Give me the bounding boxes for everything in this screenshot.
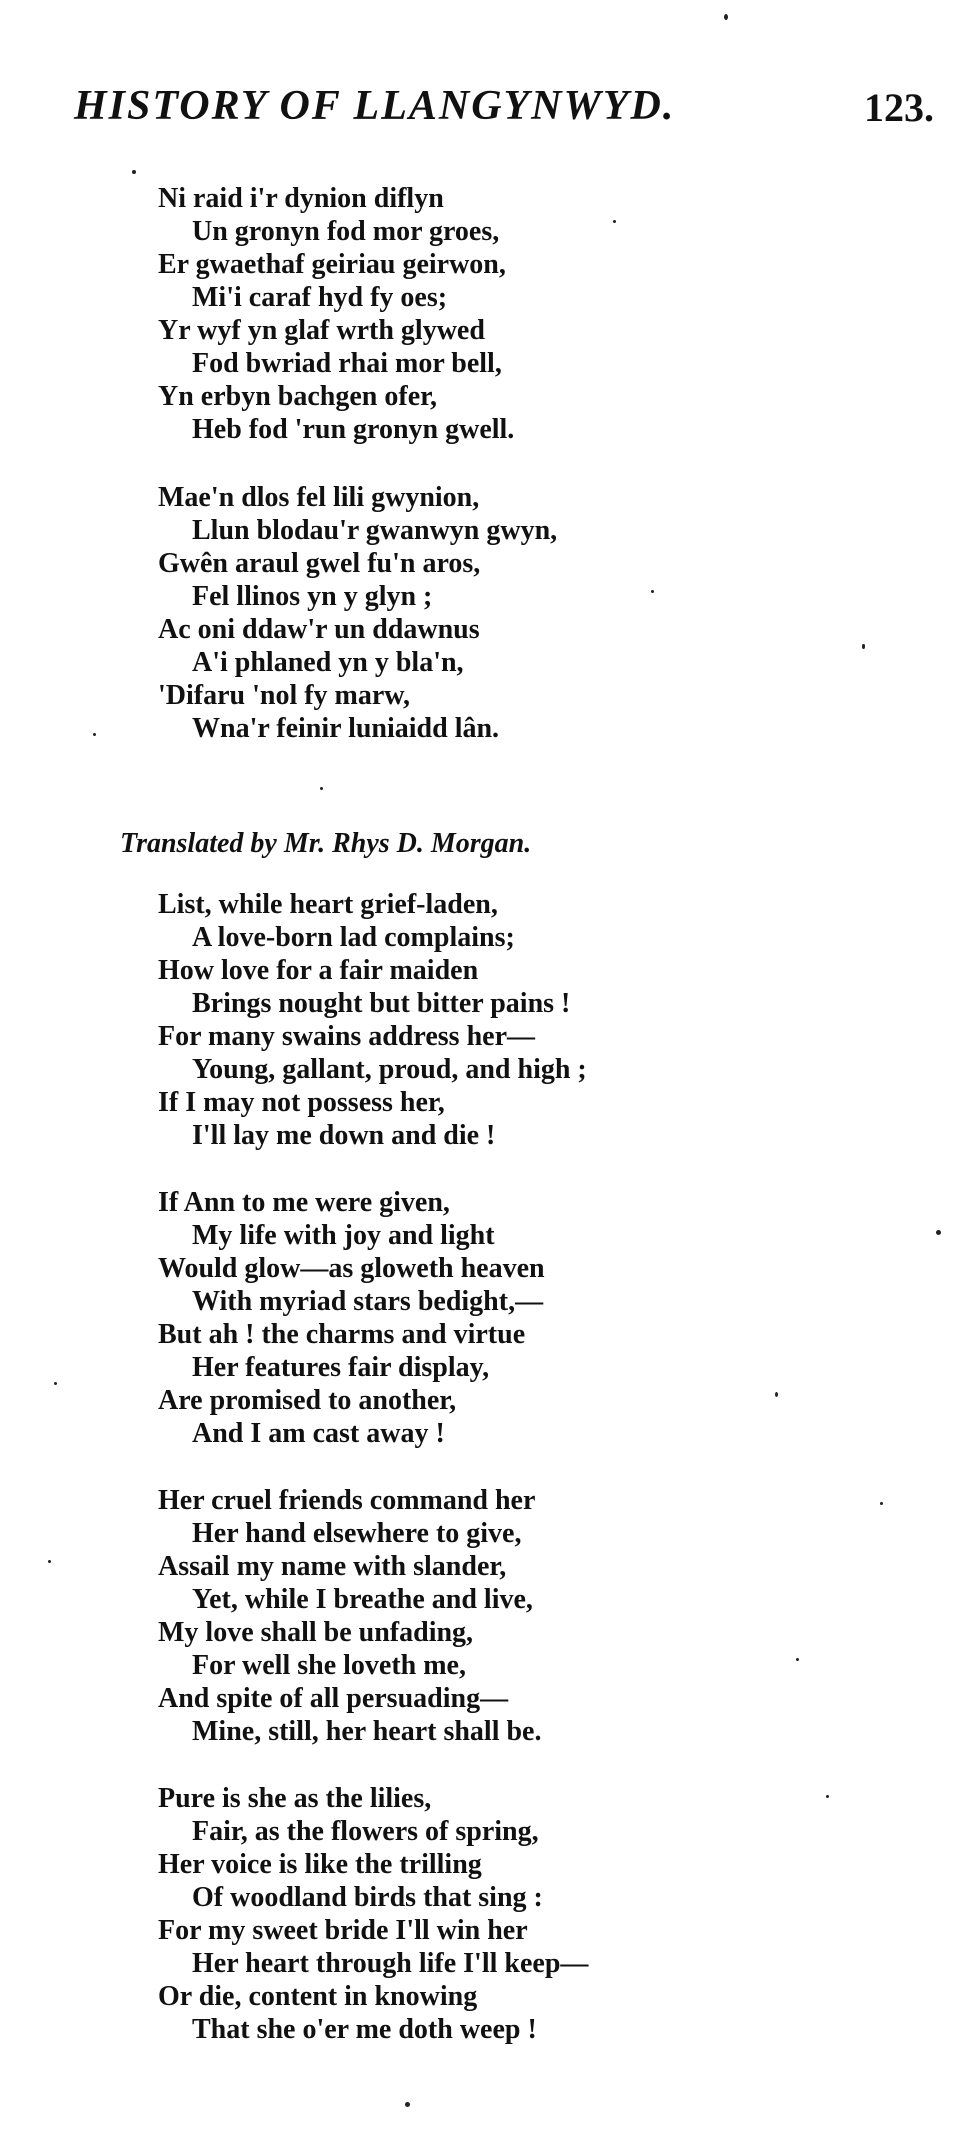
poem-line: But ah ! the charms and virtue — [158, 1319, 526, 1350]
poem-line: Fel llinos yn y glyn ; — [192, 581, 433, 612]
poem-line: Her features fair display, — [192, 1352, 490, 1383]
poem-line: And spite of all persuading— — [158, 1683, 509, 1714]
poem-line: With myriad stars bedight,— — [192, 1286, 544, 1317]
poem-line: If Ann to me were given, — [158, 1187, 450, 1218]
welsh-stanza-1 — [158, 182, 938, 446]
welsh-stanza-2 — [158, 481, 938, 745]
poem-line: Her voice is like the trilling — [158, 1849, 482, 1880]
poem-line: Mine, still, her heart shall be. — [192, 1716, 542, 1747]
poem-line: Wna'r feinir luniaidd lân. — [192, 713, 500, 744]
poem-line: Mi'i caraf hyd fy oes; — [192, 282, 448, 313]
poem-line: Ni raid i'r dynion diflyn — [158, 183, 444, 214]
print-speck — [54, 1382, 57, 1385]
print-speck — [320, 787, 323, 790]
print-speck — [880, 1502, 883, 1505]
print-speck — [775, 1392, 778, 1397]
poem-line: A'i phlaned yn y bla'n, — [192, 647, 464, 678]
english-stanza-2 — [158, 1186, 938, 1450]
print-speck — [862, 644, 865, 647]
poem-line: Yn erbyn bachgen ofer, — [158, 381, 437, 412]
poem-line: Assail my name with slander, — [158, 1551, 507, 1582]
poem-line: Gwên araul gwel fu'n aros, — [158, 548, 481, 579]
poem-line: Heb fod 'run gronyn gwell. — [192, 414, 515, 445]
english-poem — [158, 888, 938, 2046]
poem-line: Yet, while I breathe and live, — [192, 1584, 533, 1615]
welsh-poem — [158, 182, 938, 745]
poem-line: For many swains address her— — [158, 1021, 536, 1052]
poem-line: For my sweet bride I'll win her — [158, 1915, 528, 1946]
poem-line: A love-born lad complains; — [192, 922, 515, 953]
poem-line: Fod bwriad rhai mor bell, — [192, 348, 502, 379]
print-speck — [93, 733, 96, 736]
print-speck — [936, 1230, 941, 1235]
poem-line: Her hand elsewhere to give, — [192, 1518, 522, 1549]
english-stanza-1 — [158, 888, 938, 1152]
page-number: 123. — [864, 85, 934, 130]
print-speck — [796, 1658, 799, 1661]
poem-line: Her heart through life I'll keep— — [192, 1948, 589, 1979]
poem-line: Pure is she as the lilies, — [158, 1783, 432, 1814]
poem-line: Would glow—as gloweth heaven — [158, 1253, 545, 1284]
print-speck — [826, 1795, 829, 1798]
poem-line: 'Difaru 'nol fy marw, — [158, 680, 410, 711]
translator-credit: Translated by Mr. Rhys D. Morgan. — [120, 828, 532, 859]
print-speck — [651, 590, 654, 593]
poem-line: List, while heart grief-laden, — [158, 889, 498, 920]
running-title: HISTORY OF LLANGYNWYD. — [74, 83, 676, 129]
print-speck — [132, 170, 136, 174]
poem-line: My life with joy and light — [192, 1220, 495, 1251]
print-speck — [613, 220, 616, 223]
english-stanza-3 — [158, 1484, 938, 1748]
poem-line: I'll lay me down and die ! — [192, 1120, 496, 1151]
poem-line: Her cruel friends command her — [158, 1485, 536, 1516]
poem-line: Yr wyf yn glaf wrth glywed — [158, 315, 485, 346]
poem-line: How love for a fair maiden — [158, 955, 479, 986]
poem-line: Ac oni ddaw'r un ddawnus — [158, 614, 480, 645]
print-speck — [48, 1560, 51, 1563]
poem-line: Brings nought but bitter pains ! — [192, 988, 571, 1019]
poem-line: Or die, content in knowing — [158, 1981, 478, 2012]
print-speck — [405, 2102, 410, 2107]
poem-line: My love shall be unfading, — [158, 1617, 474, 1648]
running-head — [74, 82, 934, 142]
poem-line: And I am cast away ! — [192, 1418, 445, 1449]
print-speck — [724, 14, 728, 20]
poem-line: Of woodland birds that sing : — [192, 1882, 543, 1913]
poem-line: Un gronyn fod mor groes, — [192, 216, 500, 247]
poem-line: Mae'n dlos fel lili gwynion, — [158, 482, 480, 513]
poem-line: Llun blodau'r gwanwyn gwyn, — [192, 515, 558, 546]
poem-line: That she o'er me doth weep ! — [192, 2014, 537, 2045]
poem-line: Are promised to another, — [158, 1385, 457, 1416]
poem-line: Young, gallant, proud, and high ; — [192, 1054, 587, 1085]
poem-line: Fair, as the flowers of spring, — [192, 1816, 539, 1847]
poem-line: If I may not possess her, — [158, 1087, 445, 1118]
poem-line: For well she loveth me, — [192, 1650, 466, 1681]
poem-line: Er gwaethaf geiriau geirwon, — [158, 249, 506, 280]
english-stanza-4 — [158, 1782, 938, 2046]
